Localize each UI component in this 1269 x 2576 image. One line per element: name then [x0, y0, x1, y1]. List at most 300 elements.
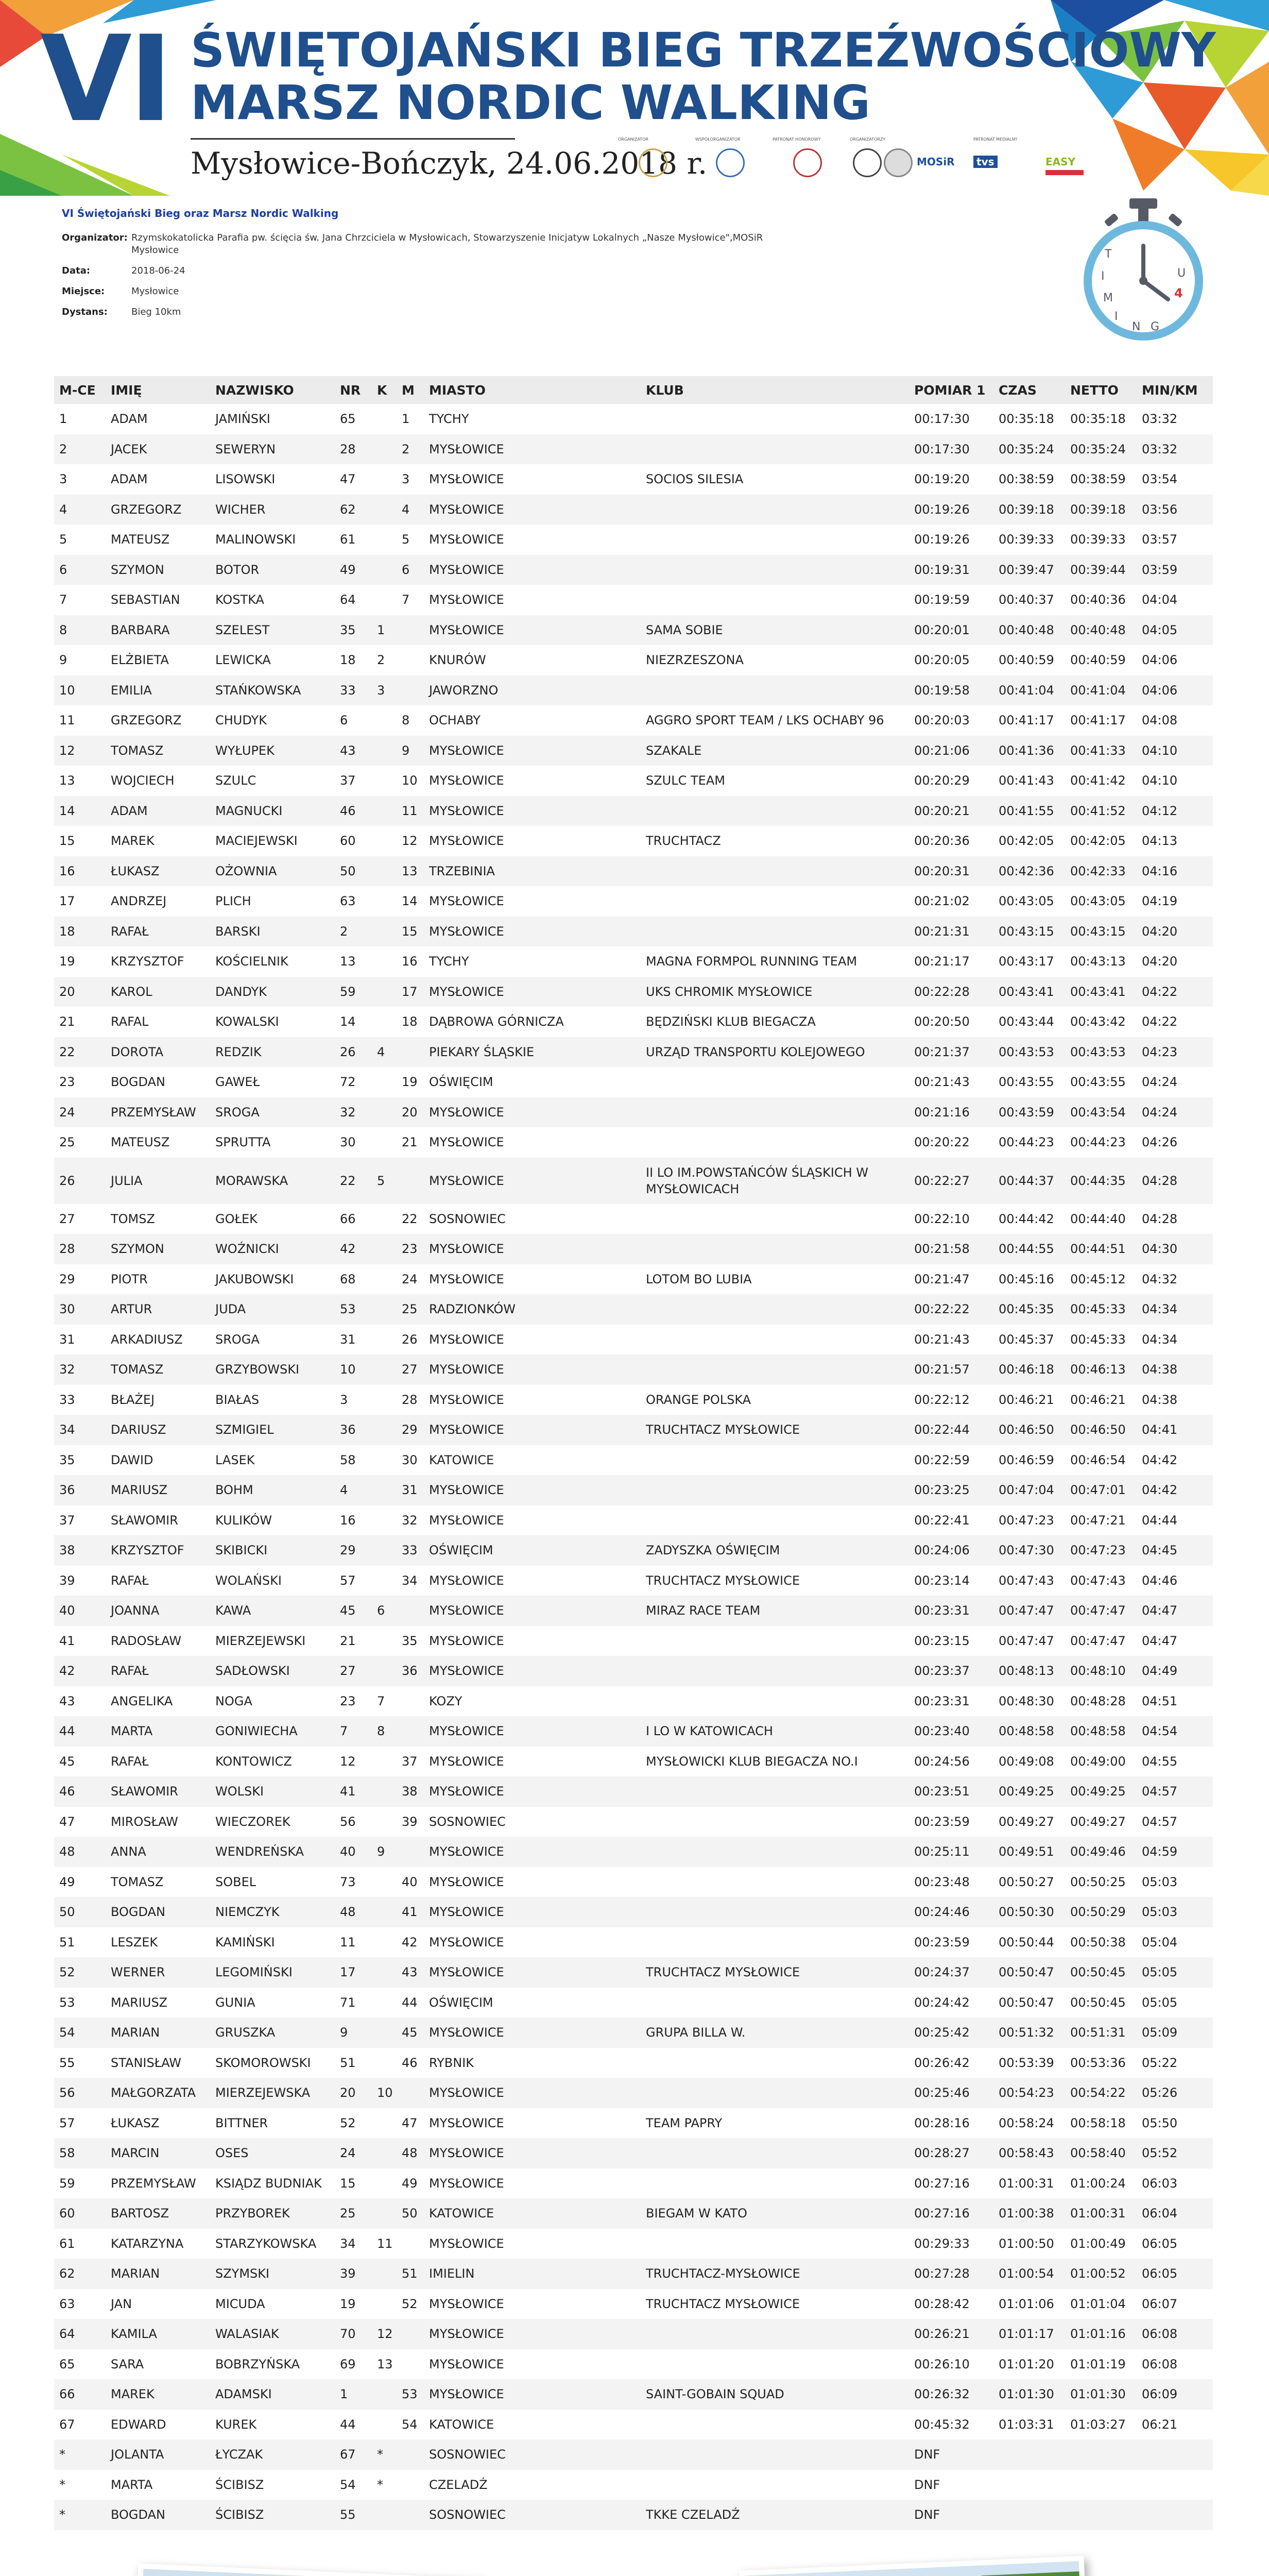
sponsor-logo [973, 135, 1035, 181]
cell-place: 15 [59, 834, 75, 849]
cell-city: IMIELIN [424, 2259, 641, 2289]
cell-men-place [397, 1037, 424, 1067]
cell-pace: 04:06 [1137, 675, 1213, 706]
cell-first-name: SARA [111, 2357, 144, 2371]
cell-club [641, 1837, 909, 1867]
cell-first-name: JAN [111, 2296, 132, 2311]
place-value: Mysłowice [131, 286, 179, 297]
cell-pace: 04:51 [1142, 1693, 1178, 1708]
cell-first-name: BARTOSZ [106, 2198, 210, 2229]
cell-city: MYSŁOWICE [429, 2236, 504, 2251]
cell-bib: 47 [340, 472, 356, 487]
cell-pace: 04:42 [1137, 1475, 1213, 1505]
cell-men-place: 22 [402, 1211, 418, 1226]
cell-men-place: 14 [402, 894, 418, 909]
cell-time: 01:00:31 [999, 2176, 1054, 2191]
cell-time: 00:48:13 [993, 1656, 1065, 1686]
cell-men-place [397, 1837, 424, 1867]
cell-bib: 19 [340, 2296, 356, 2311]
cell-net-time: 00:43:54 [1065, 1097, 1137, 1128]
easy-logo: EASY [1045, 156, 1076, 168]
organizer-seal-icon [884, 148, 913, 177]
cell-last-name: SKIBICKI [210, 1535, 335, 1566]
cell-last-name: LEGOMIŃSKI [210, 1957, 335, 1988]
cell-place: 29 [59, 1272, 75, 1286]
cell-split: 00:28:42 [914, 2296, 970, 2311]
cell-men-place: 12 [402, 834, 418, 849]
cell-pace: 05:04 [1142, 1935, 1178, 1950]
cell-club: GRUPA BILLA W. [641, 2018, 909, 2048]
cell-first-name: RAFAŁ [106, 1656, 210, 1686]
cell-last-name: REDZIK [210, 1037, 335, 1067]
cell-pace: 04:10 [1142, 773, 1178, 788]
table-row [54, 2289, 1213, 2319]
cell-time: 00:43:44 [999, 1014, 1054, 1029]
table-row [54, 1776, 1213, 1807]
cell-men-place: 50 [397, 2198, 424, 2229]
cell-city: TYCHY [429, 412, 469, 427]
cell-last-name: LASEK [215, 1452, 255, 1467]
cell-last-name: SEWERYN [210, 434, 335, 465]
cell-split: 00:19:58 [909, 675, 993, 706]
cell-place: 60 [54, 2198, 106, 2229]
cell-split: 00:28:27 [909, 2138, 993, 2168]
cell-club: AGGRO SPORT TEAM / LKS OCHABY 96 [646, 713, 884, 728]
cell-first-name: SZYMON [106, 555, 210, 585]
cell-bib: 65 [340, 412, 356, 427]
table-row [54, 404, 1213, 434]
cell-city: KATOWICE [429, 2417, 494, 2432]
cell-pace: 06:03 [1142, 2176, 1178, 2191]
cell-city: KOZY [429, 1693, 462, 1708]
organizer-value: Rzymskokatolicka Parafia pw. ścięcia św. Jana Chrzciciela w Mysłowicach, Stowarzyszenie Inicjatyw Lokalnych „Nasze Mysłowice",MOSiR Mysłowice [131, 232, 763, 256]
cell-club: MYSŁOWICKI KLUB BIEGACZA NO.I [646, 1754, 858, 1769]
cell-first-name: MATEUSZ [111, 532, 170, 547]
cell-last-name: MORAWSKA [210, 1158, 335, 1204]
cell-city: RYBNIK [429, 2055, 474, 2070]
table-row [54, 1747, 1213, 1777]
cell-pace: 04:45 [1137, 1535, 1213, 1566]
cell-women-place: 12 [372, 2319, 397, 2349]
cell-first-name: SŁAWOMIR [106, 1776, 210, 1807]
cell-time: 00:46:21 [999, 1392, 1054, 1407]
cell-place: 61 [59, 2236, 75, 2251]
cell-club [641, 1626, 909, 1656]
cell-split: 00:17:30 [909, 434, 993, 465]
cell-women-place [372, 705, 397, 736]
cell-first-name: PIOTR [111, 1272, 148, 1286]
table-row [54, 1867, 1213, 1897]
cell-women-place [372, 1445, 397, 1476]
cell-first-name: ADAM [111, 472, 148, 487]
cell-place: 21 [59, 1014, 75, 1029]
cell-time: 00:43:55 [999, 1075, 1054, 1090]
cell-first-name: ARKADIUSZ [111, 1332, 183, 1347]
cell-net-time: 00:35:24 [1065, 434, 1137, 465]
column-header-place: M-CE [54, 376, 106, 404]
cell-last-name: GRUSZKA [210, 2018, 335, 2048]
cell-men-place: 23 [397, 1234, 424, 1264]
cell-men-place: 29 [397, 1415, 424, 1445]
cell-men-place [397, 2470, 424, 2500]
cell-women-place [372, 524, 397, 555]
cell-split: 00:21:47 [914, 1272, 970, 1286]
cell-club: TRUCHTACZ MYSŁOWICE [646, 1573, 800, 1588]
cell-last-name: BARSKI [210, 917, 335, 947]
cell-time: 00:40:48 [993, 615, 1065, 646]
cell-time: 00:44:23 [999, 1135, 1054, 1150]
cell-last-name: OŻOWNIA [210, 856, 335, 887]
cell-city: MYSŁOWICE [429, 2357, 504, 2371]
cell-city: MYSŁOWICE [429, 1332, 504, 1347]
cell-club [641, 1686, 909, 1717]
cell-split: 00:23:59 [914, 1935, 970, 1950]
cell-bib: 15 [340, 2176, 356, 2191]
cell-last-name: LISOWSKI [215, 472, 276, 487]
cell-place: 57 [59, 2115, 75, 2130]
cell-club [641, 1475, 909, 1505]
table-row [54, 856, 1213, 887]
cell-place: 23 [59, 1075, 75, 1090]
cell-bib: 31 [340, 1332, 356, 1347]
cell-net-time: 00:35:18 [1070, 412, 1126, 427]
cell-bib: 9 [335, 2018, 372, 2048]
cell-last-name: GUNIA [215, 1995, 255, 2010]
cell-time: 01:00:38 [993, 2198, 1065, 2229]
cell-split: 00:22:10 [914, 1211, 970, 1226]
event-info [62, 206, 1040, 327]
cell-bib: 60 [340, 834, 356, 849]
edition-numeral: VI [40, 11, 170, 148]
cell-time: 01:01:20 [999, 2357, 1054, 2371]
cell-first-name: EDWARD [111, 2417, 166, 2432]
cell-bib: 46 [335, 796, 372, 826]
cell-net-time: 00:45:33 [1065, 1294, 1137, 1325]
cell-first-name: MARTA [106, 1716, 210, 1747]
cell-women-place [372, 826, 397, 856]
cell-bib: 24 [335, 2138, 372, 2168]
cell-city: MYSŁOWICE [429, 1272, 504, 1286]
cell-time: 00:46:18 [993, 1354, 1065, 1385]
cell-split: 00:21:17 [914, 954, 970, 969]
cell-bib: 36 [335, 1415, 372, 1445]
cell-men-place: 36 [397, 1656, 424, 1686]
cell-split: 00:24:46 [909, 1897, 993, 1927]
cell-place: 36 [54, 1475, 106, 1505]
cell-net-time [1065, 2500, 1137, 2530]
cell-place: 45 [59, 1754, 75, 1769]
cell-first-name: KAROL [106, 977, 210, 1007]
cell-time: 00:46:50 [993, 1415, 1065, 1445]
cell-net-time: 00:44:51 [1065, 1234, 1137, 1264]
cell-time: 00:43:15 [993, 917, 1065, 947]
timing-letter: I [1114, 310, 1118, 323]
cell-city: MYSŁOWICE [429, 592, 504, 607]
cell-women-place: 8 [372, 1716, 397, 1747]
cell-pace: 04:19 [1142, 894, 1178, 909]
cell-last-name: MACIEJEWSKI [215, 834, 298, 849]
cell-city: MYSŁOWICE [429, 1935, 504, 1950]
cell-first-name: ANDRZEJ [111, 894, 167, 909]
cell-club: TEAM PAPRY [646, 2115, 723, 2130]
cell-net-time: 00:43:13 [1070, 954, 1126, 969]
table-row [54, 1385, 1213, 1415]
column-header-first-name: IMIĘ [106, 376, 210, 404]
cell-men-place: 8 [402, 713, 410, 728]
race-photo-finish [739, 2556, 1094, 2576]
cell-city: MYSŁOWICE [424, 2138, 641, 2168]
cell-net-time: 00:46:21 [1070, 1392, 1126, 1407]
cell-net-time: 00:40:48 [1065, 615, 1137, 646]
cell-men-place: 31 [397, 1475, 424, 1505]
cell-split: 00:23:51 [909, 1776, 993, 1807]
cell-city: MYSŁOWICE [429, 1513, 504, 1528]
cell-net-time: 01:01:04 [1070, 2296, 1126, 2311]
cell-time: 00:41:55 [993, 796, 1065, 826]
table-row [54, 1837, 1213, 1867]
cell-split: 00:23:40 [909, 1716, 993, 1747]
cell-split: 00:22:22 [909, 1294, 993, 1325]
cell-women-place [372, 1354, 397, 1385]
table-row [54, 946, 1213, 977]
cell-women-place [372, 1127, 397, 1158]
cell-pace: 06:07 [1142, 2296, 1178, 2311]
cell-city: MYSŁOWICE [424, 615, 641, 646]
cell-pace: 06:05 [1137, 2259, 1213, 2289]
cell-city: MYSŁOWICE [424, 1716, 641, 1747]
cell-pace: 03:59 [1137, 555, 1213, 585]
cell-club: ORANGE POLSKA [646, 1392, 751, 1407]
cell-pace: 04:24 [1142, 1075, 1178, 1090]
table-row [54, 524, 1213, 555]
cell-men-place: 17 [397, 977, 424, 1007]
cell-men-place: 25 [397, 1294, 424, 1325]
cell-bib: 68 [340, 1272, 356, 1286]
place-label: Miejsce: [62, 286, 105, 297]
cell-city: MYSŁOWICE [424, 555, 641, 585]
cell-city: MYSŁOWICE [424, 796, 641, 826]
cell-time: 00:50:30 [993, 1897, 1065, 1927]
cell-pace [1137, 2500, 1213, 2530]
cell-women-place: 7 [377, 1693, 385, 1708]
cell-net-time [1065, 2470, 1137, 2500]
cell-split: 00:45:32 [914, 2417, 970, 2432]
cell-time: 00:40:37 [999, 592, 1054, 607]
cell-club: TRUCHTACZ MYSŁOWICE [641, 1957, 909, 1988]
cell-pace: 05:22 [1142, 2055, 1178, 2070]
cell-place: 47 [59, 1814, 75, 1829]
cell-women-place [372, 2259, 397, 2289]
cell-first-name: WERNER [106, 1957, 210, 1988]
table-row [54, 2439, 1213, 2470]
cell-net-time [1065, 2439, 1137, 2470]
cell-bib: 61 [340, 532, 356, 547]
cell-time: 00:41:04 [993, 675, 1065, 706]
cell-split: 00:21:37 [909, 1037, 993, 1067]
cell-first-name: MATEUSZ [111, 1135, 170, 1150]
cell-pace: 04:42 [1142, 1452, 1178, 1467]
tvs-logo: tvs [973, 156, 998, 168]
cell-men-place [397, 645, 424, 675]
cell-city: MYSŁOWICE [424, 2379, 641, 2410]
cell-first-name: ELŻBIETA [111, 653, 169, 668]
cell-club [641, 1776, 909, 1807]
table-row [54, 1596, 1213, 1626]
cell-bib: 62 [335, 495, 372, 525]
cell-time: 01:01:17 [993, 2319, 1065, 2349]
cell-time: 00:39:47 [993, 555, 1065, 585]
cell-first-name: JULIA [106, 1158, 210, 1204]
cell-women-place [372, 1415, 397, 1445]
cell-pace: 04:24 [1137, 1097, 1213, 1128]
cell-net-time: 00:50:29 [1065, 1897, 1137, 1927]
cell-women-place [372, 766, 397, 796]
cell-last-name: KOSTKA [215, 592, 264, 607]
cell-net-time: 00:40:59 [1070, 653, 1126, 668]
cell-city: KATOWICE [424, 2198, 641, 2229]
cell-bib: 34 [340, 2236, 356, 2251]
cell-time: 00:51:32 [993, 2018, 1065, 2048]
cell-split: DNF [909, 2500, 993, 2530]
cell-pace: 04:57 [1142, 1814, 1178, 1829]
cell-last-name: GRZYBOWSKI [210, 1354, 335, 1385]
cell-split: 00:22:41 [914, 1513, 970, 1528]
parish-emblem-icon [639, 148, 667, 177]
cell-split: DNF [914, 2477, 940, 2492]
cell-time: 00:45:37 [999, 1332, 1054, 1347]
cell-place: 18 [54, 917, 106, 947]
cell-city: MYSŁOWICE [424, 917, 641, 947]
cell-men-place: 21 [402, 1135, 418, 1150]
table-row [54, 826, 1213, 856]
cell-time: 00:41:36 [993, 736, 1065, 766]
cell-place: 56 [54, 2078, 106, 2108]
cell-city: MYSŁOWICE [424, 1234, 641, 1264]
cell-men-place: 20 [397, 1097, 424, 1128]
cell-men-place: 43 [397, 1957, 424, 1988]
cell-split: 00:26:42 [914, 2055, 970, 2070]
cell-bib: 41 [335, 1776, 372, 1807]
cell-split: 00:24:42 [914, 1995, 970, 2010]
cell-time: 00:48:58 [993, 1716, 1065, 1747]
cell-bib: 70 [335, 2319, 372, 2349]
table-row [54, 1325, 1213, 1355]
cell-first-name: EMILIA [106, 675, 210, 706]
cell-city: MYSŁOWICE [429, 834, 504, 849]
cell-men-place: 6 [397, 555, 424, 585]
table-row [54, 585, 1213, 615]
cell-women-place [372, 1097, 397, 1128]
cell-net-time: 00:50:45 [1070, 1995, 1126, 2010]
cell-place: 42 [54, 1656, 106, 1686]
cell-pace: 04:47 [1142, 1633, 1178, 1648]
table-row [54, 1067, 1213, 1097]
sponsor-caption: PATRONAT HONOROWY [773, 137, 821, 142]
runners-photo-image [744, 2561, 1089, 2576]
cell-split: 00:25:46 [909, 2078, 993, 2108]
sponsor-logo [917, 135, 963, 181]
cell-place: 55 [59, 2055, 75, 2070]
cell-pace: 04:49 [1137, 1656, 1213, 1686]
cell-time: 00:44:42 [999, 1211, 1054, 1226]
cell-place: 40 [54, 1596, 106, 1626]
table-row [54, 1535, 1213, 1566]
cell-place: 38 [54, 1535, 106, 1566]
timing-letter: I [1101, 270, 1105, 283]
cell-club [641, 1067, 909, 1097]
cell-club [641, 2138, 909, 2168]
cell-net-time: 00:39:18 [1065, 495, 1137, 525]
cell-club [641, 555, 909, 585]
cell-bib: 39 [335, 2259, 372, 2289]
cell-pace: 04:28 [1137, 1158, 1213, 1204]
cell-net-time: 00:48:10 [1065, 1656, 1137, 1686]
cell-last-name: STAŃKOWSKA [210, 675, 335, 706]
results-table [54, 376, 1213, 2530]
cell-time: 00:35:18 [999, 412, 1054, 427]
cell-first-name: DOROTA [106, 1037, 210, 1067]
cell-first-name: GRZEGORZ [111, 713, 182, 728]
cell-last-name: SKOMOROWSKI [215, 2055, 311, 2070]
cell-men-place [397, 2500, 424, 2530]
timing-letter: U [1177, 267, 1186, 280]
cell-first-name: KRZYSZTOF [106, 1535, 210, 1566]
cell-men-place: 38 [397, 1776, 424, 1807]
cell-pace: 04:55 [1142, 1754, 1178, 1769]
cell-women-place [372, 856, 397, 887]
table-row [54, 1415, 1213, 1445]
cell-time: 00:42:36 [993, 856, 1065, 887]
cell-net-time: 01:03:27 [1070, 2417, 1126, 2432]
cell-last-name: STARZYKOWSKA [215, 2236, 317, 2251]
table-row [54, 2048, 1213, 2078]
cell-men-place: 44 [402, 1995, 418, 2010]
cell-last-name: MIERZEJEWSKA [210, 2078, 335, 2108]
cell-place: 12 [54, 736, 106, 766]
cell-time: 00:43:53 [993, 1037, 1065, 1067]
cell-pace: 05:50 [1142, 2115, 1178, 2130]
cell-women-place [372, 2168, 397, 2199]
cell-men-place: 27 [397, 1354, 424, 1385]
cell-bib: 21 [340, 1633, 356, 1648]
table-row [54, 2198, 1213, 2229]
cell-place: 11 [59, 713, 75, 728]
cell-men-place: 51 [397, 2259, 424, 2289]
cell-last-name: KAWA [210, 1596, 335, 1626]
cell-club [641, 1867, 909, 1897]
cell-time: 01:00:54 [993, 2259, 1065, 2289]
cell-last-name: NOGA [215, 1693, 252, 1708]
cell-split: 00:23:15 [914, 1633, 970, 1648]
cell-men-place: 39 [402, 1814, 418, 1829]
cell-men-place: 46 [402, 2055, 418, 2070]
cell-women-place [372, 1867, 397, 1897]
cell-net-time: 00:43:55 [1070, 1075, 1126, 1090]
cell-club [641, 404, 909, 434]
cell-last-name: GAWEŁ [215, 1075, 260, 1090]
cell-time: 00:39:18 [993, 495, 1065, 525]
event-name: VI Świętojański Bieg oraz Marsz Nordic Walking [62, 207, 339, 219]
cell-club: MIRAZ RACE TEAM [641, 1596, 909, 1626]
cell-last-name: ŚCIBISZ [215, 2477, 264, 2492]
cell-last-name: OSES [210, 2138, 335, 2168]
cell-pace: 05:05 [1142, 1995, 1178, 2010]
cell-first-name: KRZYSZTOF [111, 954, 184, 969]
cell-club: ZADYSZKA OŚWIĘCIM [641, 1535, 909, 1566]
event-title-line1: ŚWIĘTOJAŃSKI BIEG TRZEŹWOŚCIOWY [191, 23, 1216, 78]
cell-split: 00:20:03 [914, 713, 970, 728]
table-row [54, 1445, 1213, 1476]
